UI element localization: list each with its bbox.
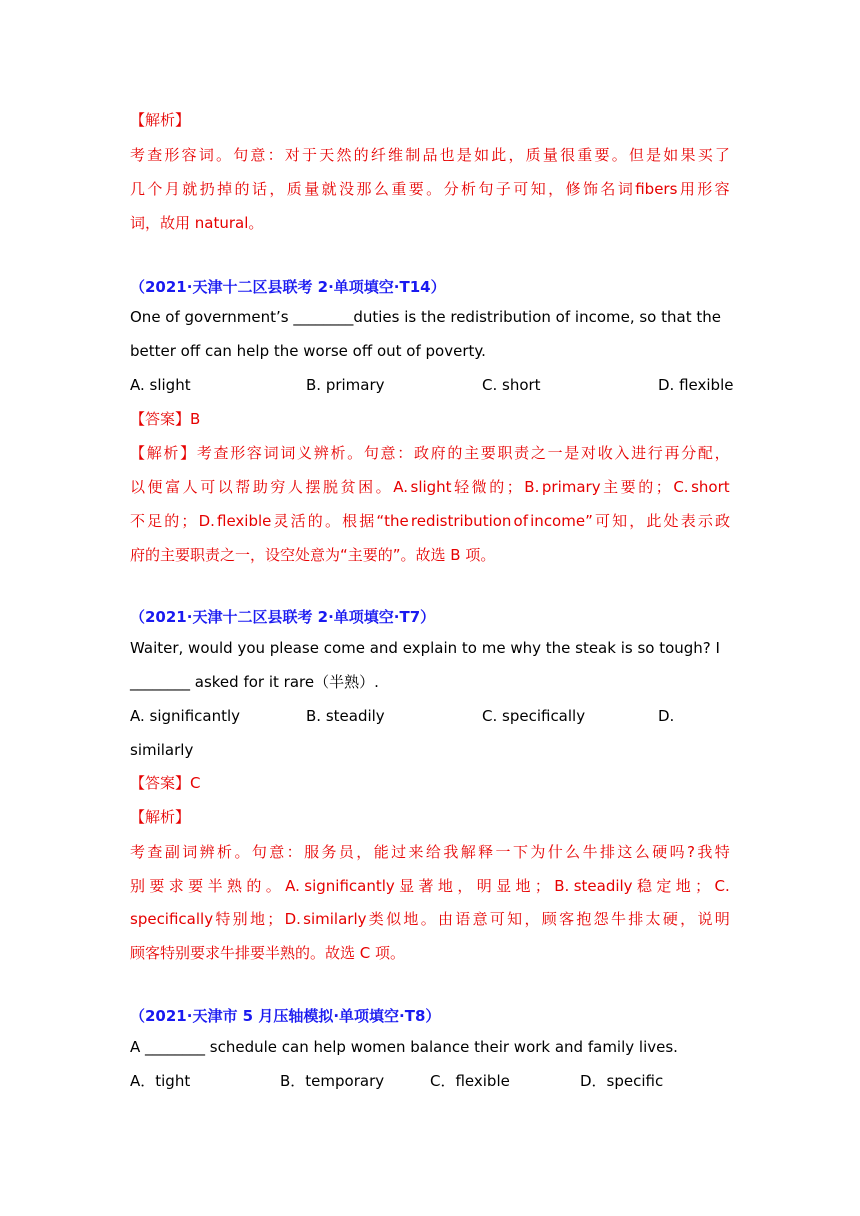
- option-d: D．specific: [580, 1072, 664, 1090]
- option-d: D.: [658, 707, 675, 725]
- analysis-line: 词，故用 natural。: [130, 214, 264, 232]
- option-d-wrap: similarly: [130, 741, 194, 759]
- options-row: [130, 1071, 730, 1091]
- option-d: D. flexible: [658, 376, 734, 394]
- question-stem-line: Waiter, would you please come and explain to me why the steak is so tough? I: [130, 639, 720, 657]
- question-stem-line: better off can help the worse off out of poverty.: [130, 342, 486, 360]
- analysis-line: 府的主要职责之一，设空处意为“主要的”。故选 B 项。: [130, 546, 496, 564]
- options-row: [130, 706, 730, 726]
- analysis-line: 以 便 富 人 可 以 帮 助 穷 人 摆 脱 贫 困 。 A. slight 轻 微 的 ； B. primary 主 要 的 ； C. short: [130, 478, 730, 496]
- answer-line: 【答案】B: [130, 410, 201, 428]
- answer-line: 【答案】C: [130, 774, 201, 792]
- analysis-line: 顾客特别要求牛排要半熟的。故选 C 项。: [130, 944, 406, 962]
- option-b: B. steadily: [306, 707, 385, 725]
- option-a: A. significantly: [130, 707, 241, 725]
- question-source: （2021·天津市 5 月压轴模拟·单项填空·T8）: [130, 1007, 441, 1025]
- question-stem-line: ________ asked for it rare（半熟）.: [130, 673, 379, 691]
- analysis-line: specifically 特 别 地 ； D. similarly 类 似 地 。 由 语 意 可 知 ， 顾 客 抱 怨 牛 排 太 硬 ， 说 明: [130, 910, 730, 928]
- option-c: C. short: [482, 376, 541, 394]
- analysis-label: 【解析】: [130, 111, 191, 129]
- option-c: C. specifically: [482, 707, 586, 725]
- option-b: B．temporary: [280, 1072, 385, 1090]
- question-source: （2021·天津十二区县联考 2·单项填空·T7）: [130, 608, 436, 626]
- option-b: B. primary: [306, 376, 385, 394]
- question-stem-line: One of government’s ________duties is the redistribution of income, so that the: [130, 308, 721, 326]
- analysis-line: 【 解 析 】 考 查 形 容 词 词 义 辨 析 。 句 意 ： 政 府 的 主 要 职 责 之 一 是 对 收 入 进 行 再 分 配 ，: [130, 444, 730, 462]
- analysis-line: 几 个 月 就 扔 掉 的 话 ， 质 量 就 没 那 么 重 要 。 分 析 句 子 可 知 ， 修 饰 名 词 fibers 用 形 容: [130, 180, 730, 198]
- options-row: [130, 375, 734, 395]
- option-a: A. slight: [130, 376, 191, 394]
- analysis-line: 考 查 副 词 辨 析 。 句 意 ： 服 务 员 ， 能 过 来 给 我 解 释 一 下 为 什 么 牛 排 这 么 硬 吗 ? 我 特: [130, 843, 730, 861]
- analysis-line: 别 要 求 要 半 熟 的 。 A. significantly 显 著 地 ， 明 显 地 ； B. steadily 稳 定 地 ； C.: [130, 877, 730, 895]
- option-a: A．tight: [130, 1072, 191, 1090]
- analysis-label: 【解析】: [130, 808, 191, 826]
- option-c: C．flexible: [430, 1072, 510, 1090]
- analysis-line: 考 查 形 容 词 。 句 意 ： 对 于 天 然 的 纤 维 制 品 也 是 如 此 ， 质 量 很 重 要 。 但 是 如 果 买 了: [130, 146, 730, 164]
- analysis-line: 不 足 的 ； D. flexible 灵 活 的 。 根 据 “the redistribution of income” 可 知 ， 此 处 表 示 政: [130, 512, 730, 530]
- question-stem-line: A ________ schedule can help women balance their work and family lives.: [130, 1038, 678, 1056]
- question-source: （2021·天津十二区县联考 2·单项填空·T14）: [130, 278, 446, 296]
